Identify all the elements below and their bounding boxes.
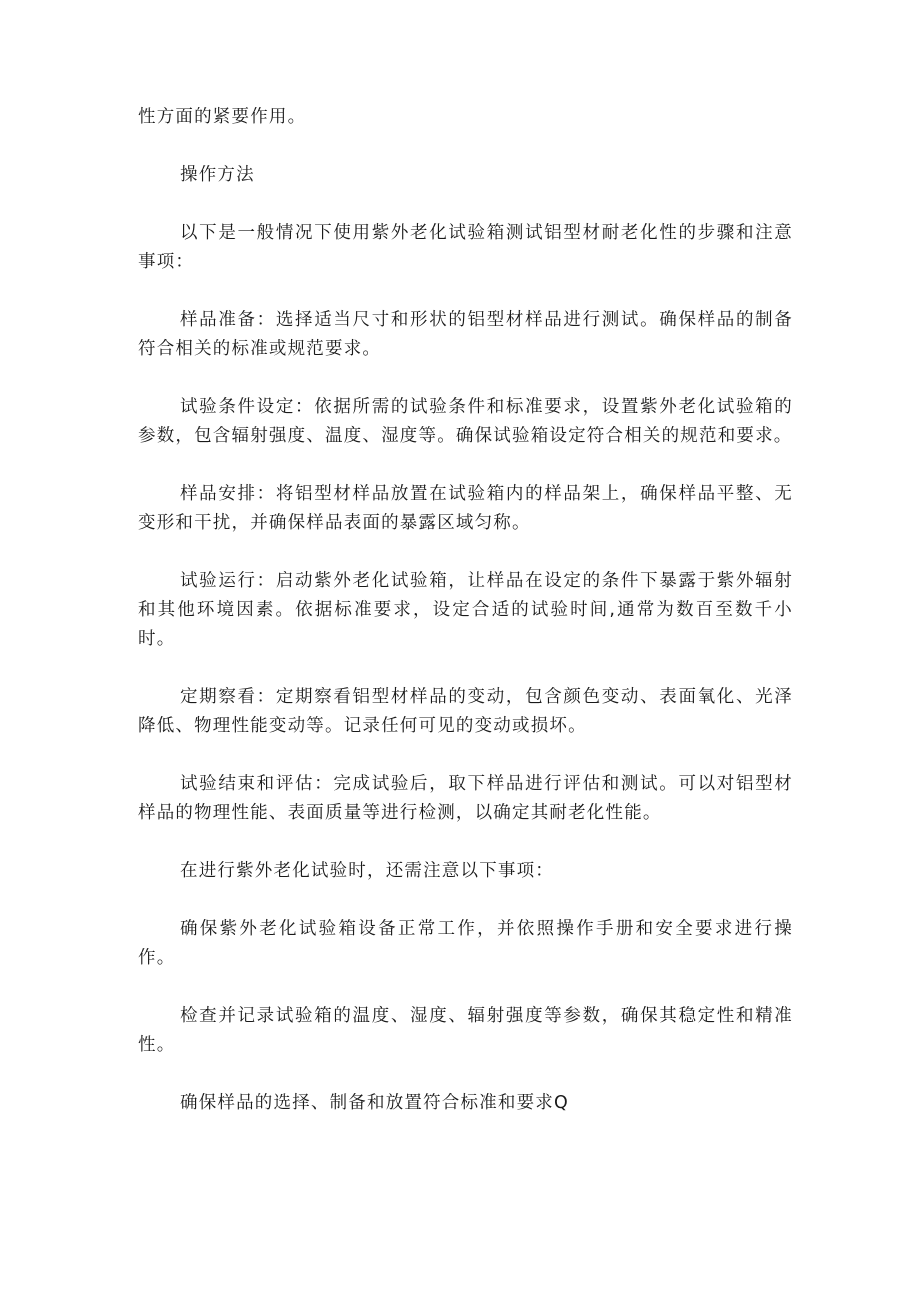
paragraph-spacer [138,886,793,915]
paragraph-sample-preparation: 样品准备：选择适当尺寸和形状的铝型材样品进行测试。确保样品的制备符合相关的标准或规范要求。 [138,310,793,359]
paragraph-note-samples: 确保样品的选择、制备和放置符合标准和要求Q [180,1093,569,1113]
paragraph-spacer [138,973,793,1002]
document-body [138,103,793,1118]
paragraph-spacer [138,538,793,567]
paragraph-spacer [138,451,793,480]
paragraph-spacer [138,132,793,161]
paragraph-continuation: 性方面的紧要作用。 [138,107,307,127]
paragraph-test-run: 试验运行：启动紫外老化试验箱，让样品在设定的条件下暴露于紫外辐射和其他环境因素。依据标准要求，设定合适的试验时间,通常为数百至数千小时。 [138,571,793,649]
paragraph-spacer [138,741,793,770]
paragraph-note-parameters: 检查并记录试验箱的温度、湿度、辐射强度等参数，确保其稳定性和精准性。 [138,1006,793,1055]
paragraph-spacer [138,828,793,857]
paragraph-spacer [138,364,793,393]
paragraph-test-conditions: 试验条件设定：依据所需的试验条件和标准要求，设置紫外老化试验箱的参数，包含辐射强度、温度、湿度等。确保试验箱设定符合相关的规范和要求。 [138,397,793,446]
paragraph-intro: 以下是一般情况下使用紫外老化试验箱测试铝型材耐老化性的步骤和注意事项： [138,223,793,272]
paragraph-spacer [138,277,793,306]
paragraph-sample-arrangement: 样品安排：将铝型材样品放置在试验箱内的样品架上，确保样品平整、无变形和干扰，并确保样品表面的暴露区域匀称。 [138,484,793,533]
paragraph-spacer [138,190,793,219]
paragraph-note-equipment: 确保紫外老化试验箱设备正常工作，并依照操作手册和安全要求进行操作。 [138,919,793,968]
paragraph-notes-intro: 在进行紫外老化试验时，还需注意以下事项： [180,861,554,881]
section-heading-operation-method: 操作方法 [180,165,255,185]
paragraph-periodic-inspection: 定期察看：定期察看铝型材样品的变动，包含颜色变动、表面氧化、光泽降低、物理性能变动等。记录任何可见的变动或损坏。 [138,687,793,736]
paragraph-test-end-evaluation: 试验结束和评估：完成试验后，取下样品进行评估和测试。可以对铝型材样品的物理性能、表面质量等进行检测，以确定其耐老化性能。 [138,774,793,823]
paragraph-spacer [138,1060,793,1089]
paragraph-spacer [138,654,793,683]
